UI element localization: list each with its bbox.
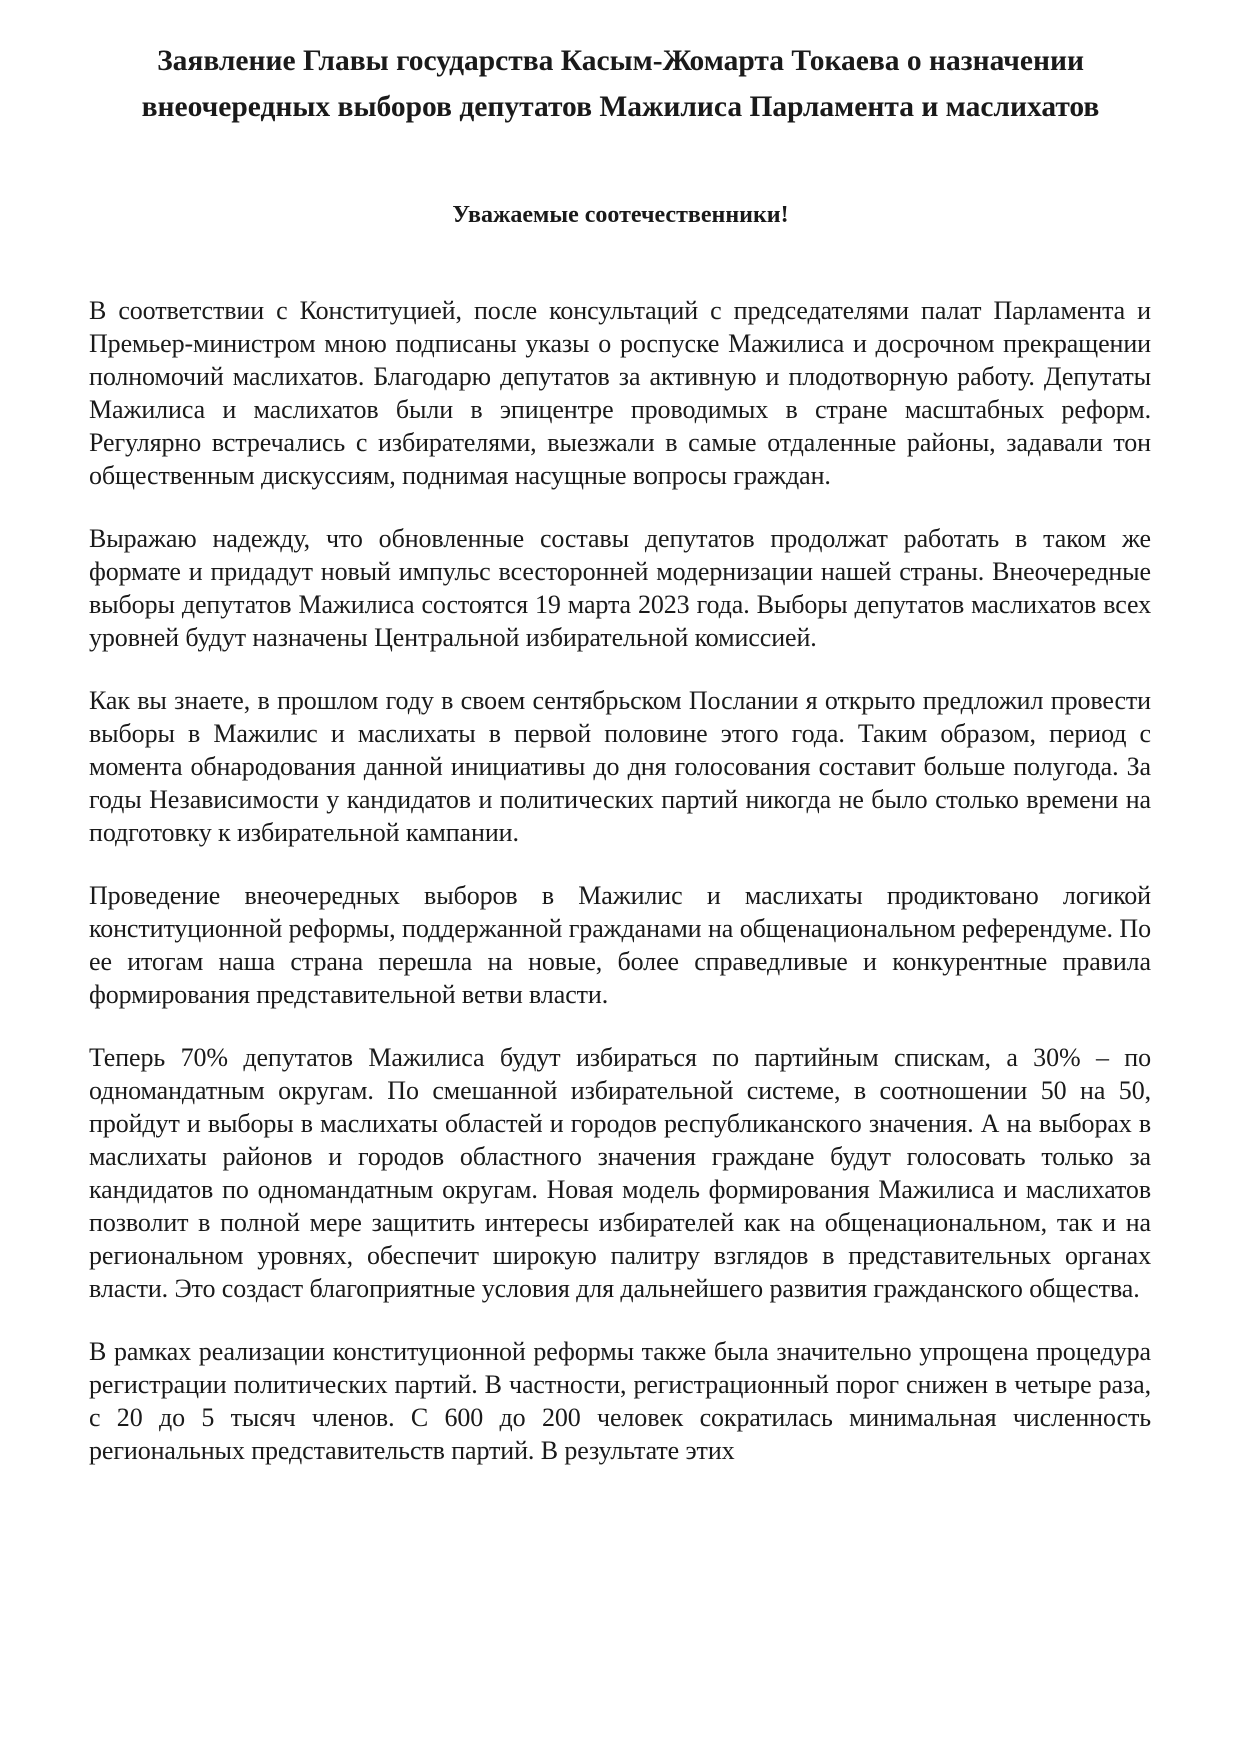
document-body — [89, 294, 1151, 1497]
greeting-heading: Уважаемые соотечественники! — [452, 202, 789, 228]
document-title: Заявление Главы государства Касым-Жомарта Токаева о назначении внеочередных выборов депутатов Мажилиса Парламента и маслихатов — [141, 45, 1100, 123]
paragraph-6: В рамках реализации конституционной реформы также была значительно упрощена процедура регистрации политических партий. В частности, регистрационный порог снижен в четыре раза, с 20 до 5 тысяч членов. С 600 до 200 человек сократилась минимальная численность региональных представительств партий. В результате этих — [89, 1337, 1151, 1465]
paragraph-2: Выражаю надежду, что обновленные составы депутатов продолжат работать в таком же формате и придадут новый импульс всесторонней модернизации нашей страны. Внеочередные выборы депутатов Мажилиса состоятся 19 марта 2023 года. Выборы депутатов маслихатов всех уровней будут назначены Центральной избирательной комиссией. — [89, 524, 1151, 652]
paragraph-5: Теперь 70% депутатов Мажилиса будут избираться по партийным спискам, а 30% – по одномандатным округам. По смешанной избирательной системе, в соотношении 50 на 50, пройдут и выборы в маслихаты областей и городов республиканского значения. А на выборах в маслихаты районов и городов областного значения граждане будут голосовать только за кандидатов по одномандатным округам. Новая модель формирования Мажилиса и маслихатов позволит в полной мере защитить интересы избирателей как на общенациональном, так и на региональном уровнях, обеспечит широкую палитру взглядов в представительных органах власти. Это создаст благоприятные условия для дальнейшего развития гражданского общества. — [89, 1043, 1151, 1303]
paragraph-1: В соответствии с Конституцией, после консультаций с председателями палат Парламента и Премьер-министром мною подписаны указы о роспуске Мажилиса и досрочном прекращении полномочий маслихатов. Благодарю депутатов за активную и плодотворную работу. Депутаты Мажилиса и маслихатов были в эпицентре проводимых в стране масштабных реформ. Регулярно встречались с избирателями, выезжали в самые отдаленные районы, задавали тон общественным дискуссиям, поднимая насущные вопросы граждан. — [89, 296, 1151, 490]
paragraph-4: Проведение внеочередных выборов в Мажилис и маслихаты продиктовано логикой конституционной реформы, поддержанной гражданами на общенациональном референдуме. По ее итогам наша страна перешла на новые, более справедливые и конкурентные правила формирования представительной ветви власти. — [89, 881, 1151, 1009]
paragraph-3: Как вы знаете, в прошлом году в своем сентябрьском Послании я открыто предложил провести выборы в Мажилис и маслихаты в первой половине этого года. Таким образом, период с момента обнародования данной инициативы до дня голосования составит больше полугода. За годы Независимости у кандидатов и политических партий никогда не было столько времени на подготовку к избирательной кампании. — [89, 686, 1151, 847]
